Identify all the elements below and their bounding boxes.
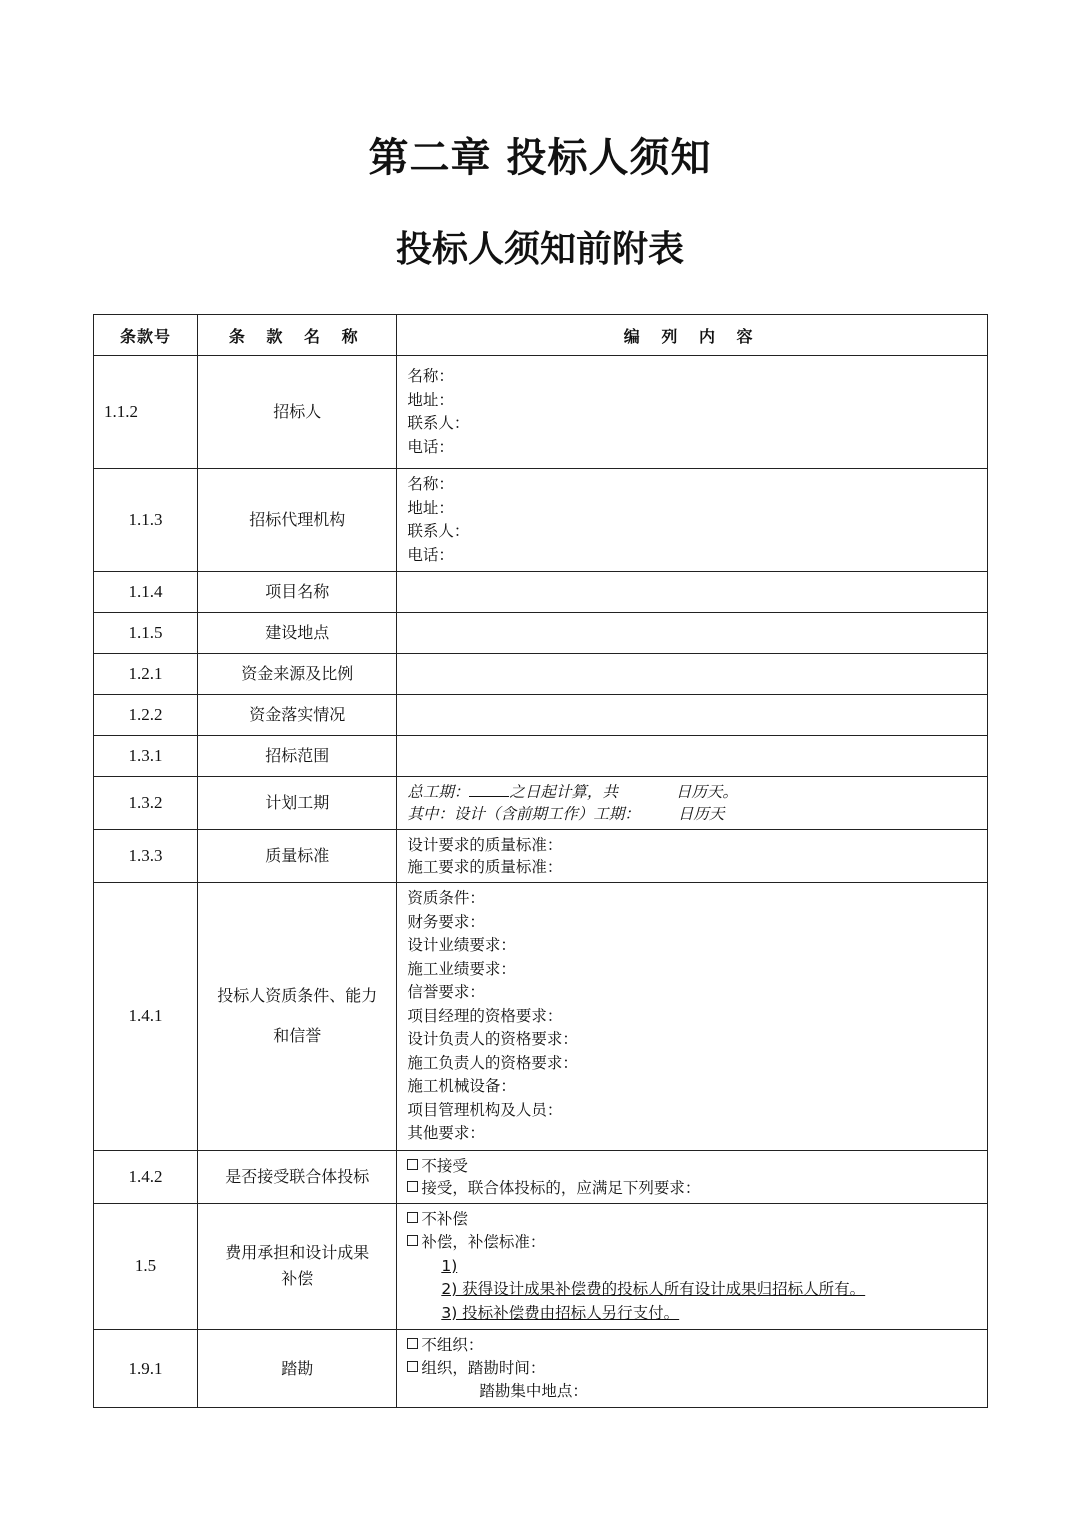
content-line: 电话： xyxy=(407,437,454,456)
clause-name: 投标人资质条件、能力 和信誉 xyxy=(198,883,397,1151)
content-line: 1) xyxy=(441,1256,458,1275)
clause-name: 建设地点 xyxy=(198,613,397,654)
content-line: 其中：设计（含前期工作）工期： 日历天 xyxy=(407,805,725,823)
table-row xyxy=(94,613,988,654)
checkbox[interactable] xyxy=(407,1212,418,1223)
content-line: 电话： xyxy=(407,545,454,564)
clause-number: 1.1.2 xyxy=(94,356,198,469)
table-row xyxy=(94,1150,988,1203)
clause-content xyxy=(397,736,988,777)
checkbox[interactable] xyxy=(407,1181,418,1192)
table-header-row xyxy=(94,315,988,356)
table-row xyxy=(94,469,988,572)
clause-name: 招标代理机构 xyxy=(198,469,397,572)
content-line: 资质条件： xyxy=(407,889,485,907)
option-not-accept[interactable]: 不接受 xyxy=(407,1155,977,1177)
clause-number: 1.3.2 xyxy=(94,777,198,830)
clause-name: 资金落实情况 xyxy=(198,695,397,736)
clause-name: 踏勘 xyxy=(198,1330,397,1408)
content-line: 信誉要求： xyxy=(407,983,485,1001)
content-line: 施工要求的质量标准： xyxy=(407,858,563,876)
clause-content xyxy=(397,356,988,469)
content-line: 施工负责人的资格要求： xyxy=(407,1053,578,1072)
clause-content xyxy=(397,830,988,883)
content-line: 施工业绩要求： xyxy=(407,959,516,978)
content-line: 财务要求： xyxy=(407,912,485,931)
clause-content xyxy=(397,469,988,572)
checkbox[interactable] xyxy=(407,1338,418,1349)
content-line: 总工期： 之日起计算，共 日历天。 xyxy=(407,783,738,801)
content-line: 项目经理的资格要求： xyxy=(407,1006,563,1025)
clause-number: 1.4.1 xyxy=(94,883,198,1151)
clause-content xyxy=(397,777,988,830)
clause-name: 项目名称 xyxy=(198,572,397,613)
clause-number: 1.3.3 xyxy=(94,830,198,883)
option-not-organize[interactable]: 不组织： xyxy=(407,1334,977,1357)
clause-content xyxy=(397,654,988,695)
content-line: 名称： xyxy=(407,367,454,385)
content-line: 项目管理机构及人员： xyxy=(407,1100,563,1119)
content-line: 联系人： xyxy=(407,414,470,432)
content-line: 地址： xyxy=(407,390,454,409)
content-line: 2) 获得设计成果补偿费的投标人所有设计成果归招标人所有。 xyxy=(441,1280,866,1298)
clause-name: 质量标准 xyxy=(198,830,397,883)
content-line: 设计要求的质量标准： xyxy=(407,836,563,854)
table-row xyxy=(94,572,988,613)
chapter-title: 第二章 投标人须知 xyxy=(368,135,712,181)
content-line: 施工机械设备： xyxy=(407,1077,516,1095)
clause-number: 1.2.1 xyxy=(94,654,198,695)
checkbox[interactable] xyxy=(407,1159,418,1170)
clause-name: 招标范围 xyxy=(198,736,397,777)
clause-name: 计划工期 xyxy=(198,777,397,830)
clause-content xyxy=(397,1203,988,1330)
content-line: 设计负责人的资格要求： xyxy=(407,1030,578,1048)
table-row xyxy=(94,695,988,736)
clause-name: 招标人 xyxy=(198,356,397,469)
page-title: 投标人须知前附表 xyxy=(395,229,684,270)
clause-name: 资金来源及比例 xyxy=(198,654,397,695)
table-row xyxy=(94,736,988,777)
clause-number: 1.2.2 xyxy=(94,695,198,736)
content-line: 联系人： xyxy=(407,522,470,540)
table-row xyxy=(94,830,988,883)
content-line: 踏勘集中地点： xyxy=(479,1382,588,1400)
header-content: 编 列 内 容 xyxy=(397,315,988,356)
clause-content xyxy=(397,1150,988,1203)
table-row xyxy=(94,1203,988,1330)
clause-number: 1.5 xyxy=(94,1203,198,1330)
clause-name: 费用承担和设计成果 补偿 xyxy=(198,1203,397,1330)
checkbox[interactable] xyxy=(407,1361,418,1372)
option-accept[interactable]: 接受，联合体投标的，应满足下列要求： xyxy=(407,1177,977,1199)
table-row xyxy=(94,1330,988,1408)
content-line: 3) 投标补偿费由招标人另行支付。 xyxy=(441,1303,680,1322)
option-compensation[interactable]: 补偿，补偿标准： xyxy=(407,1231,977,1255)
clause-content xyxy=(397,613,988,654)
content-line: 地址： xyxy=(407,498,454,517)
clause-number: 1.3.1 xyxy=(94,736,198,777)
table-row xyxy=(94,777,988,830)
clause-number: 1.9.1 xyxy=(94,1330,198,1408)
clause-number: 1.1.4 xyxy=(94,572,198,613)
clause-content xyxy=(397,883,988,1151)
table-row xyxy=(94,883,988,1151)
requirements-table xyxy=(93,314,988,1408)
clause-number: 1.1.3 xyxy=(94,469,198,572)
clause-content xyxy=(397,695,988,736)
content-line: 设计业绩要求： xyxy=(407,936,516,954)
table-row xyxy=(94,654,988,695)
clause-content xyxy=(397,572,988,613)
header-clause-name: 条 款 名 称 xyxy=(198,315,397,356)
clause-content xyxy=(397,1330,988,1408)
clause-number: 1.4.2 xyxy=(94,1150,198,1203)
checkbox[interactable] xyxy=(407,1235,418,1246)
content-line: 名称： xyxy=(407,475,454,493)
clause-number: 1.1.5 xyxy=(94,613,198,654)
clause-name: 是否接受联合体投标 xyxy=(198,1150,397,1203)
option-no-compensation[interactable]: 不补偿 xyxy=(407,1208,977,1232)
table-row xyxy=(94,356,988,469)
blank-field xyxy=(469,782,509,797)
content-line: 其他要求： xyxy=(407,1124,485,1142)
option-organize[interactable]: 组织，踏勘时间： xyxy=(407,1357,977,1380)
header-clause-no: 条款号 xyxy=(94,315,198,356)
